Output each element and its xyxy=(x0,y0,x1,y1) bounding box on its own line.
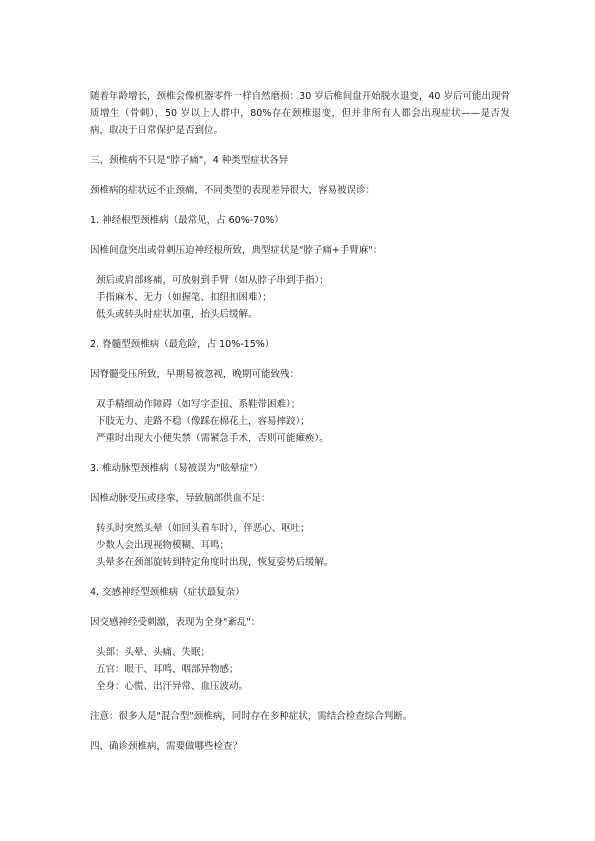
list-item: 严重时出现大小便失禁（需紧急手术，否则可能瘫痪）。 xyxy=(96,433,329,444)
type-4-symptom-list xyxy=(90,644,510,695)
type-2-desc: 因脊髓受压所致，早期易被忽视，晚期可能致残： xyxy=(90,369,300,380)
list-item: 全身：心慌、出汗异常、血压波动。 xyxy=(96,681,249,692)
list-item: 五官：眼干、耳鸣、咽部异物感； xyxy=(96,664,239,675)
type-4-desc: 因交感神经受刺激，表现为全身"紊乱"： xyxy=(90,617,261,628)
type-3-desc: 因椎动脉受压或痉挛，导致脑部供血不足： xyxy=(90,493,271,504)
note-paragraph: 注意：很多人是"混合型"颈椎病，同时存在多种症状，需结合检查综合判断。 xyxy=(90,711,413,722)
document-body xyxy=(90,88,510,768)
list-item: 头部：头晕、头痛、失眠； xyxy=(96,647,211,658)
list-item: 手指麻木、无力（如握笔、扣纽扣困难）； xyxy=(96,292,272,303)
type-2-title: 2. 脊髓型颈椎病（最危险，占 10%-15%） xyxy=(90,339,275,350)
type-1-title: 1. 神经根型颈椎病（最常见，占 60%-70%） xyxy=(90,215,284,226)
list-item: 低头或转头时症状加重，抬头后缓解。 xyxy=(96,309,258,320)
type-1-desc: 因椎间盘突出或骨刺压迫神经根所致，典型症状是"脖子痛+手臂麻"： xyxy=(90,245,383,256)
type-3-title: 3. 椎动脉型颈椎病（易被误为"眩晕症"） xyxy=(90,463,263,474)
list-item: 下肢无力、走路不稳（像踩在棉花上，容易摔跤）； xyxy=(96,416,310,427)
section-3-title: 三、颈椎病不只是"脖子痛"，4 种类型症状各异 xyxy=(90,155,289,166)
intro-paragraph: 随着年龄增长，颈椎会像机器零件一样自然磨损：30 岁后椎间盘开始脱水退变，40 岁后可能出现骨质增生（骨刺），50 岁以上人群中，80%存在颈椎退变，但并非所有人都会出现症状——是否发病，取决于日常保护是否到位。 xyxy=(90,91,510,136)
type-4-title: 4. 交感神经型颈椎病（症状最复杂） xyxy=(90,587,245,598)
list-item: 头晕多在颈部旋转到特定角度时出现，恢复姿势后缓解。 xyxy=(96,557,334,568)
list-item: 颈后或肩部疼痛，可放射到手臂（如从脖子串到手指）； xyxy=(96,275,329,286)
type-3-symptom-list xyxy=(90,520,510,571)
type-2-symptom-list xyxy=(90,396,510,447)
section-3-intro: 颈椎病的症状远不止颈痛，不同类型的表现差异很大，容易被误诊： xyxy=(90,185,376,196)
list-item: 少数人会出现视物模糊、耳鸣； xyxy=(96,540,230,551)
section-4-title: 四、确诊颈椎病，需要做哪些检查？ xyxy=(90,741,243,752)
type-1-symptom-list xyxy=(90,272,510,323)
list-item: 转头时突然头晕（如回头看车时），伴恶心、呕吐； xyxy=(96,523,310,534)
list-item: 双手精细动作障碍（如写字歪扭、系鞋带困难）； xyxy=(96,399,301,410)
